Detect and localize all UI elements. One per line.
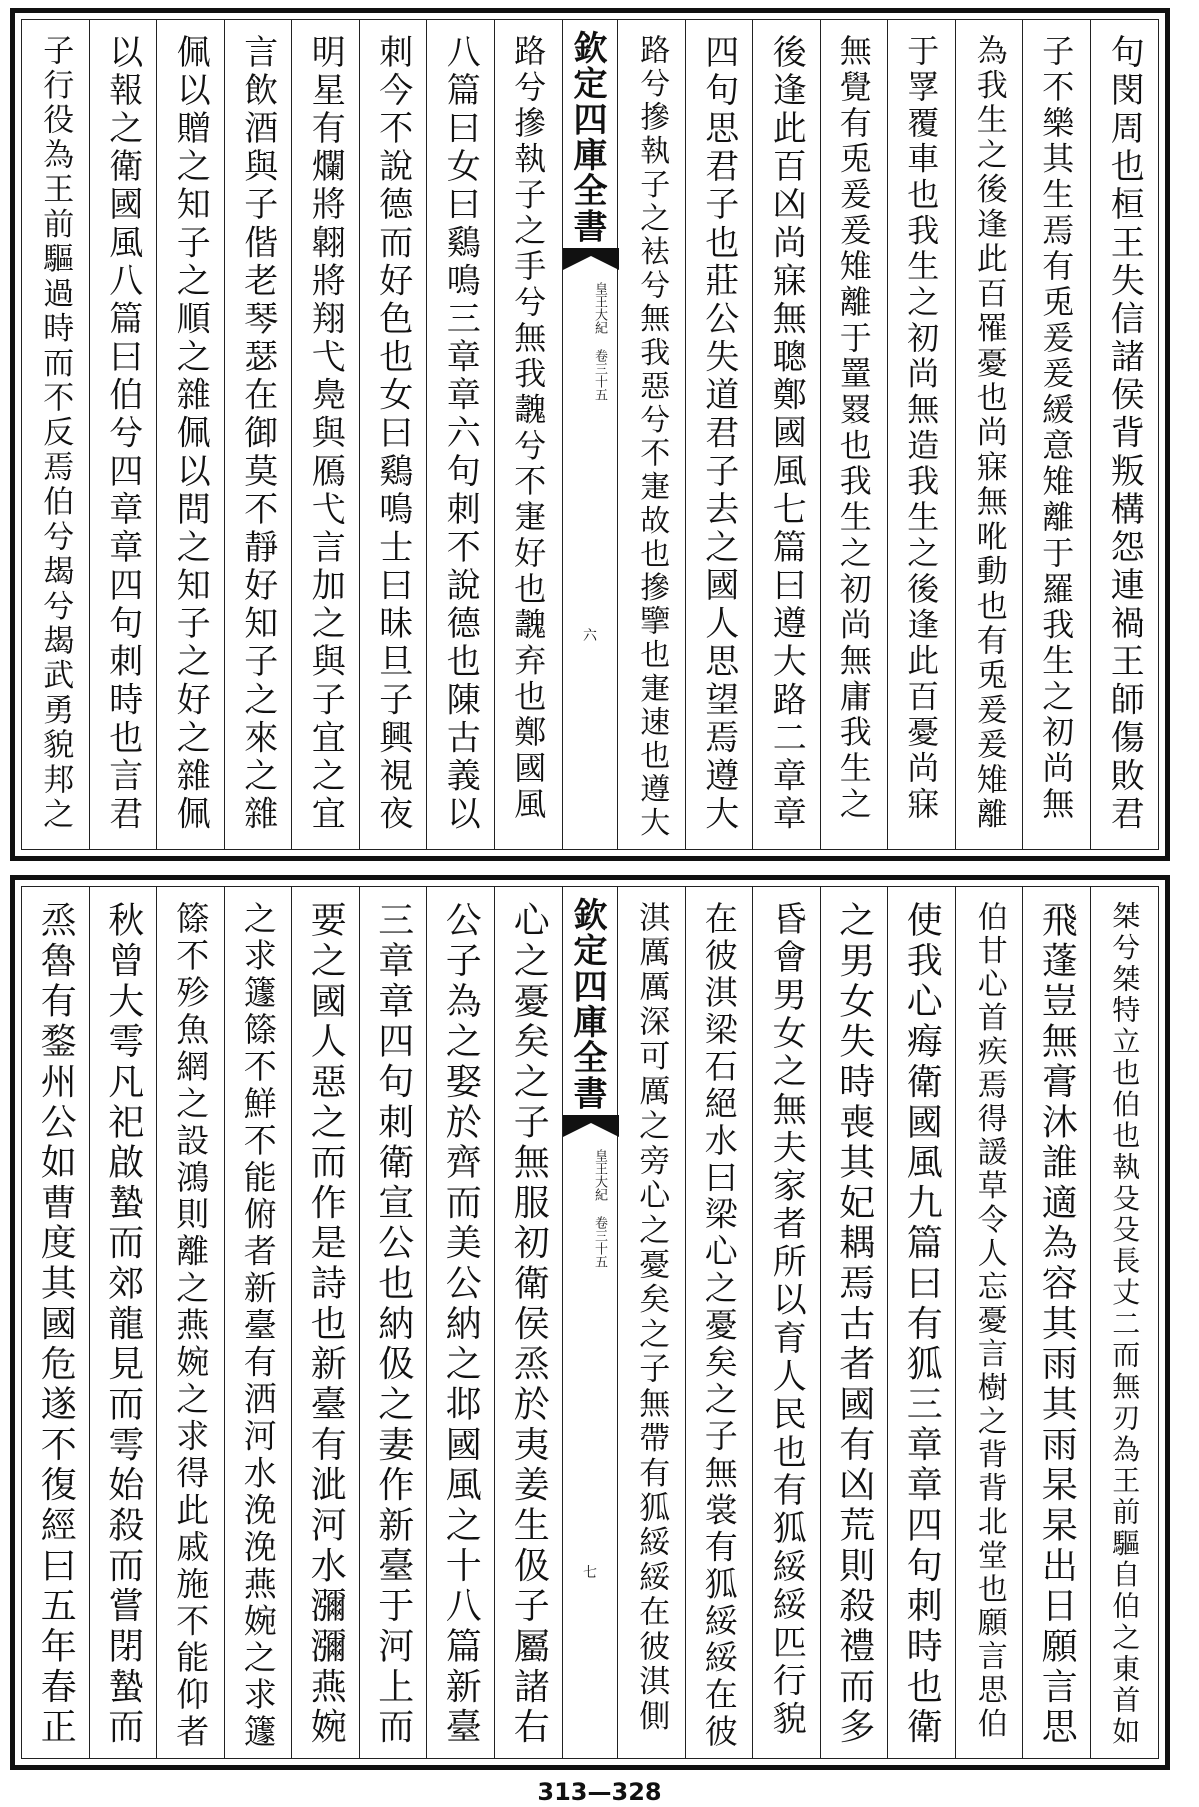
- column-text: 要之國人惡之而作是詩也新臺有泚河水瀰瀰燕婉: [305, 901, 347, 1748]
- column-text: 以報之衛國風八篇曰伯兮四章章四句刺時也言君: [102, 34, 143, 834]
- column-text: 後逢此百凶尚寐無聰鄭國風七篇曰遵大路二章章: [766, 34, 807, 834]
- column-text: 昏會男女之無夫家者所以育人民也有狐綏綏匹行貌: [766, 901, 807, 1739]
- text-column: [360, 887, 428, 1758]
- column-text: 于罦覆車也我生之初尚無造我生之後逢此百憂尚寐: [902, 34, 941, 823]
- text-column: [495, 20, 563, 849]
- text-column: [618, 887, 686, 1758]
- fishtail-mark-icon: [563, 248, 619, 278]
- column-text: 佩以贈之知子之順之雜佩以問之知子之好之雜佩: [170, 34, 211, 834]
- column-text: 子行役為王前驅過時而不反焉伯兮朅兮朅武勇貌邦之: [37, 34, 74, 833]
- column-text: 明星有爛將翺將翔弋鳧與鴈弋言加之與子宜之宜: [305, 34, 346, 834]
- column-text: 為我生之後逢此百罹憂也尚寐無吪動也有兎爰爰雉離: [970, 34, 1007, 833]
- column-text: 刺今不說德而好色也女曰鷄鳴士曰昧旦子興視夜: [372, 34, 413, 834]
- column-text: 路兮摻執子之袪兮無我惡兮不寁故也摻擥也寁速也遵大: [634, 34, 670, 841]
- column-text: 伯甘心首疾焉得諼草令人忘憂言樹之背背北堂也願言思伯: [971, 901, 1007, 1741]
- column-text: 淇厲厲深可厲之旁心之憂矣之子無帶有狐綏綏在彼淇側: [633, 901, 670, 1735]
- text-column: [360, 20, 428, 849]
- text-column: [1091, 887, 1159, 1758]
- text-column: [1091, 20, 1159, 849]
- text-column: [956, 887, 1024, 1758]
- center-gutter: [562, 887, 618, 1758]
- column-text: 秋曾大雩凡祀啟蟄而郊龍見而雩始殺而嘗閉蟄而: [102, 901, 144, 1748]
- column-text: 言飲酒與子偕老琴瑟在御莫不靜好知子之來之雜: [237, 34, 278, 834]
- text-column: [1023, 887, 1091, 1758]
- folio-number: 313—328: [537, 1778, 662, 1806]
- text-column: [225, 887, 293, 1758]
- column-text: 桀兮桀特立也伯也執殳殳長丈二而無刃為王前驅自伯之東首如: [1108, 901, 1142, 1748]
- text-column: [495, 887, 563, 1758]
- column-text: 之男女失時喪其妃耦焉古者國有凶荒則殺禮而多: [833, 901, 875, 1748]
- column-text: 飛蓬豈無膏沐誰適為容其雨其雨杲杲出日願言思: [1036, 901, 1078, 1748]
- text-column: [821, 20, 889, 849]
- text-column: [157, 887, 225, 1758]
- book-title: 欽定四庫全書: [567, 897, 607, 1112]
- text-column: [90, 887, 158, 1758]
- text-column: [686, 887, 754, 1758]
- bottom-page-frame: [10, 875, 1170, 1770]
- column-text: 路兮摻執子之手兮無我魗兮不寁好也魗弃也鄭國風: [509, 34, 548, 823]
- leaf-number: 六: [583, 628, 597, 644]
- text-column: [821, 887, 889, 1758]
- center-gutter: [562, 20, 618, 849]
- column-text: 之求籧篨不鮮不能俯者新臺有洒河水浼浼燕婉之求籧: [238, 901, 278, 1752]
- volume-number: 卷三十五: [592, 349, 607, 401]
- book-subtitle: 皇王大紀: [592, 282, 607, 334]
- text-column: [22, 20, 90, 849]
- column-text: 心之憂矣之子無服初衛侯烝於夷姜生伋子屬諸右: [508, 901, 550, 1748]
- text-column: [686, 20, 754, 849]
- column-text: 八篇曰女曰鷄鳴三章章六句刺不說德也陳古義以: [440, 34, 481, 834]
- text-column: [888, 20, 956, 849]
- text-column: [292, 20, 360, 849]
- column-text: 句閔周也桓王失信諸侯背叛構怨連禍王師傷敗君: [1104, 34, 1145, 834]
- text-column: [90, 20, 158, 849]
- text-column: [157, 20, 225, 849]
- column-text: 公子為之娶於齊而美公納之邶國風之十八篇新臺: [440, 901, 482, 1748]
- bottom-page-inner-border: [21, 886, 1159, 1759]
- book-title: 欽定四庫全書: [567, 30, 607, 245]
- column-text: 烝魯有鍪州公如曹度其國危遂不復經曰五年春正: [35, 901, 77, 1748]
- text-column: [292, 887, 360, 1758]
- column-text: 在彼淇梁石絕水曰梁心之憂矣之子無裳有狐綏綏在彼: [699, 901, 739, 1752]
- column-text: 三章章四句刺衛宣公也納伋之妻作新臺于河上而: [372, 901, 414, 1748]
- column-text: 四句思君子也莊公失道君子去之國人思望焉遵大: [698, 34, 739, 834]
- text-column: [22, 887, 90, 1758]
- text-column: [427, 20, 495, 849]
- text-column: [753, 20, 821, 849]
- top-page-inner-border: [21, 19, 1159, 850]
- fishtail-mark-icon: [563, 1115, 619, 1145]
- leaf-number: 七: [583, 1565, 597, 1581]
- text-column: [753, 887, 821, 1758]
- volume-label: [573, 282, 607, 401]
- column-text: 使我心痗衛國風九篇曰有狐三章章四句刺時也衛: [901, 901, 943, 1748]
- text-column: [225, 20, 293, 849]
- text-column: [427, 887, 495, 1758]
- top-page-frame: [10, 8, 1170, 861]
- text-column: [618, 20, 686, 849]
- text-column: [956, 20, 1024, 849]
- volume-label: [573, 1149, 607, 1268]
- column-text: 無覺有兎爰爰雉離于罿罬也我生之初尚無庸我生之: [834, 34, 873, 823]
- volume-number: 卷三十五: [592, 1216, 607, 1268]
- text-column: [888, 887, 956, 1758]
- column-text: 篨不殄魚網之設鴻則離之燕婉之求得此戚施不能仰者: [171, 901, 211, 1752]
- column-text: 子不樂其生焉有兎爰爰緩意雉離于羅我生之初尚無: [1037, 34, 1076, 823]
- book-subtitle: 皇王大紀: [592, 1149, 607, 1201]
- text-column: [1023, 20, 1091, 849]
